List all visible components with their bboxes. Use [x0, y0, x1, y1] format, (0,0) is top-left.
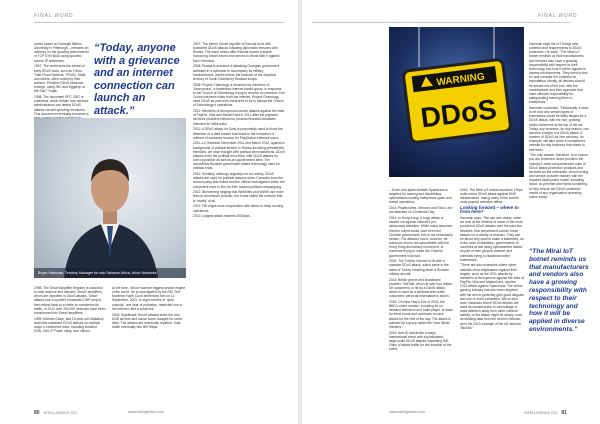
paragraph: 2014: In Hong Kong, a huge attack is carried out against internet's pro-democracy websites. While many assumed that the culprit would have been the Chinese government, this is not necessarily certain. The attacker could, however, be someone who is not sympathetic with the Hong Kong democracy movement, or someone trying to make the Chinese government look bad.	[389, 216, 453, 258]
text-column-3	[529, 42, 589, 201]
paragraph: 2008: Russia is accused of attacking Georgian government websites in a cyberwar to accompany its military bombardment, weeks before the invasion of the disputed territory of South Ossetia by Russian troops.	[193, 64, 280, 81]
footer-magazine: INTELLIGENCE CIO	[43, 411, 77, 415]
photo-caption: Bryan Hamman, Territory Manager for sub-Saharan Africa, Arbor Networks	[34, 268, 186, 278]
paragraph: 2015: The Turkish Internet is hit with a massive DDoS attack, which came in the wake of Turkey shooting down a Russian military aircraft.	[389, 259, 449, 276]
person-illustration	[34, 118, 186, 278]
paragraph: At the time, Yahoo! was the biggest search engine in the world. He is investigated by the FBI. The Montreal Youth Court sentenced him on 12 September, 2001, to eight months of 'open custody', one year of probation, restricted use of the Internet, and a small fine.	[112, 286, 186, 311]
text-column-3	[193, 42, 285, 220]
paragraph: 2016: Anti-IS hacktivists a major international event with sophisticated, large-scale DDoS attacks sustaining 500 Gbps of attack traffic for the duration of the event.	[389, 330, 452, 352]
footer	[524, 410, 567, 416]
text-column-1	[34, 42, 90, 126]
paragraph: 2012: FBI urges more cooperation with banks to keep running operations.	[193, 204, 284, 213]
pull-quote: “Today, anyone with a grievance and an internet connection can launch an attack.”	[94, 42, 180, 117]
paragraph: 2015: On New Year's Eve of 2015, the BBC's entire domain, including its on-demand television and radio player, is down for three hours and continues to have issues for the rest of the day. The attack is claimed by a group called the 'New World Hackers'.	[389, 299, 453, 329]
paragraph: 2013: Largest attack reaches 300Gbps.	[193, 214, 251, 219]
paragraph: 1997: The world sees the arrival of early DDoS tools, such as Trinoo, Tribe Flood Network, TFN2K, Shaft, and others, often coded by their authors. Primitive DDoS networks emerge, using IRC and Eggdrop or the Sub7 Trojan.	[34, 64, 87, 94]
paragraph: 1999: Michael Calce, aka 15-year-old 'Mafiaboy', launches sustained DDoS attacks on multiple major e-commerce sites, including Amazon, CNN, Dell, E*Trade, eBay, and Yahoo!.	[34, 316, 106, 334]
page-number: 81	[561, 410, 567, 416]
text-column-bottom-1	[34, 286, 106, 335]
paragraph: "There are also examples where cyber activists show displeasure against their targets, such as the 2011 attacks by members of Anonymous against the sites of PayPal, Visa and MasterCard, and the 2013 attack against Spamhaus. The online gaming industry has also been targeted with the aim to generally gain good disguise and use or even competitor. We've also seen instances where DDoS attacks are used as smokescreen to camouflage or draw attention away from other criminal activity, or the attack might be simply, such as stealing data from the victim's network, as in the 2015 example of the UK telecom TalkTalk."	[460, 263, 524, 330]
pull-quote: “The Mirai IoT botnet reminds us that manufacturers and vendors also have a growing responsibility with respect to their technology and how it will be applied in diverse environments.”	[529, 248, 589, 333]
page-number: 80	[34, 410, 40, 416]
footer-url: www.intelligentcio.com	[389, 410, 426, 414]
paragraph: 2014: Playlist sites, Network and Xbox Live are attacked on Christmas Day.	[389, 206, 453, 215]
text-column-1	[389, 188, 453, 353]
footer-magazine: INTELLIGENCE CIO	[524, 411, 558, 415]
footer-url: www.intelligentcio.com	[128, 410, 165, 414]
paragraph: 2015: British phone and broadband provider, TalkTalk, which at over four million UK customers, is hit by a DDoS attack, which is used as a smokescreen while customers' personal information is stolen.	[389, 277, 453, 299]
paragraph: centre based at Carnegie Mellon University in Pittsburgh – releases an advisory on the growing phenomenon of TCP SYN flood using spoofed source IP addresses.	[34, 42, 89, 63]
paragraph: – Dutch anti-spam website Spamhaus is targeted for naming and blacklisting cyberattacks hosting enterprises spam and botnet operations.	[389, 188, 452, 205]
paragraph: "The only answer, therefore, is to ensure you are protected. Arbor provides the industry's most comprehensive suite of DDoS attack protection products and services for the enterprise, cloud hosting and service provider market, with the required deployment model, including cloud, on-premise and hybrid scrubbing, to help ensure the DDoS protection needs of any organisation operating online today."	[529, 153, 589, 199]
warning-sign-icon	[389, 27, 524, 177]
header-rule	[34, 22, 284, 23]
paragraph: 2002: Significant 'Smurf' attacks strike the root DNS servers and cause some outages for some sites. The attacks are eventually repelled. Total traffic eventually hits 900 Mbps.	[112, 312, 183, 329]
header-rule	[312, 22, 570, 23]
portrait-photo	[34, 118, 186, 278]
paragraph: Hamman concludes, "Historically, it used to be that only certain types of businesses would be likely targets for a DDoS attack, with the rise, growing stride-commerce at the top of the list. Today, any business, for any reason, can become a target of a DDoS attack. A number of DDoS-for-hire services, for example, will take down a competitor's website for any business that wants to hire them.	[529, 105, 589, 152]
section-header: FINAL WORD	[538, 13, 578, 19]
paragraph: Hamman says, "We can see clearly, when we look at the timeline of some of the most prominent DDoS attacks over the past two decades, that perpetrators launch these attacks for a variety of reasons. They can be about why want to make a statement, as in the case of Mafiaboy; governments of countries at war using cyberwarfare tactics as part of their general arsenal; and criminals trying to blackmail online businesses.	[460, 216, 524, 262]
text-column-bottom-2	[112, 286, 186, 331]
paragraph: 2012: Similarly, although arguably not too widely, DDoS attacks are used for political reasons when Consoles from the second party was linked and the official investigators within the computers were in line for their hacked political campaigning.	[193, 172, 285, 189]
right-page	[302, 0, 600, 424]
ddos-warning-image	[389, 27, 524, 177]
text-column-2	[460, 188, 524, 332]
footer	[34, 410, 77, 416]
paragraph: 2016: The Mirai IoT botnet launches 1Tbps multi-vector DDoS attack against DNS infrastructure, taking many of the world's most popular websites offline.	[460, 188, 523, 205]
left-page	[0, 0, 298, 424]
sign-warning-text: WARNING	[435, 71, 486, 89]
paragraph: Hamman says the IoT brings new potential and requirements to DDoS protection. He adds, "The Mirai IoT botnet reminds us that manufacturers and vendors also have a growing responsibility with respect to their technology and how it will be applied in diverse environments. They need to test for and consider the potential for exploitation. Ideally, all devices should be secure out of the box, with the manufacturer and then agencies that have ultimate responsibility for safeguarding warning them to enterprises."	[529, 42, 588, 105]
paragraph: 2007: The former Soviet republic of Estonia is hit with sustained DDoS attacks following diplomatic tensions with Russia. The issue arises after Estonia moves a statue honouring Soviet forces who served in World War II against Nazi Germany.	[193, 42, 280, 63]
paragraph: 2011: Members of Anonymous launch attacks against the sites of PayPal, Visa and MasterCard in 2011 after the payment services providers refused to process financial donations intended for WikiLeaks.	[193, 109, 285, 126]
paragraph: 1998: The document RFC 2267 is published, which details how network administrators can defeat DDoS attacks via anti-spoofing measures. This document eventually becomes a	[34, 95, 89, 116]
section-header: FINAL WORD	[34, 13, 74, 19]
paragraph: 2008: Project Chanology is launched by members of 'Anonymous', a leaderless internet-based group, in response to the Church of Scientology trying to remove an infamous Tom Cruise interview video from the internet. Project Chanology used DDoS as part of its measures to try to disrupt the Church of Scientology's operations.	[193, 82, 285, 108]
sign-ddos-text: DDoS	[418, 93, 499, 134]
subheading: Looking forward – where to from here?	[460, 205, 519, 215]
paragraph: 2011: A DDoS attack on Sony is purportedly used to block the detection of a data breach that leads to the extraction of millions of customer records for PlayStation Network users.	[193, 127, 283, 140]
paragraph: 1998: The Smurf Amplifier Registry is launched to help observe and dissolve 'Smurf' amplifiers, which are exploited in DDoS attacks. Smurf attacks use a spoofed broadcast ICMP ping to then reflect back to a victim to overwhelm its traffic. In 2012 over 190,000 networks have been transformed into Smurf amplifiers.	[34, 286, 106, 315]
paragraph: 2011–12: Between December 2011 and March 2012, against a background of political tension in Russia including presidential elections, we have thought with political demonstrations, DDoS attacks enter the political front lines, with DDoS attacks on both opposition as well as pro-government sites. The worldviews Russian government stated technology used for political ends.	[193, 141, 285, 171]
paragraph: 2012: Blenverneg ranging that WebSites and WWW use more links to all network provider, but it was called the network that is 'mostly' of all.	[193, 190, 284, 203]
